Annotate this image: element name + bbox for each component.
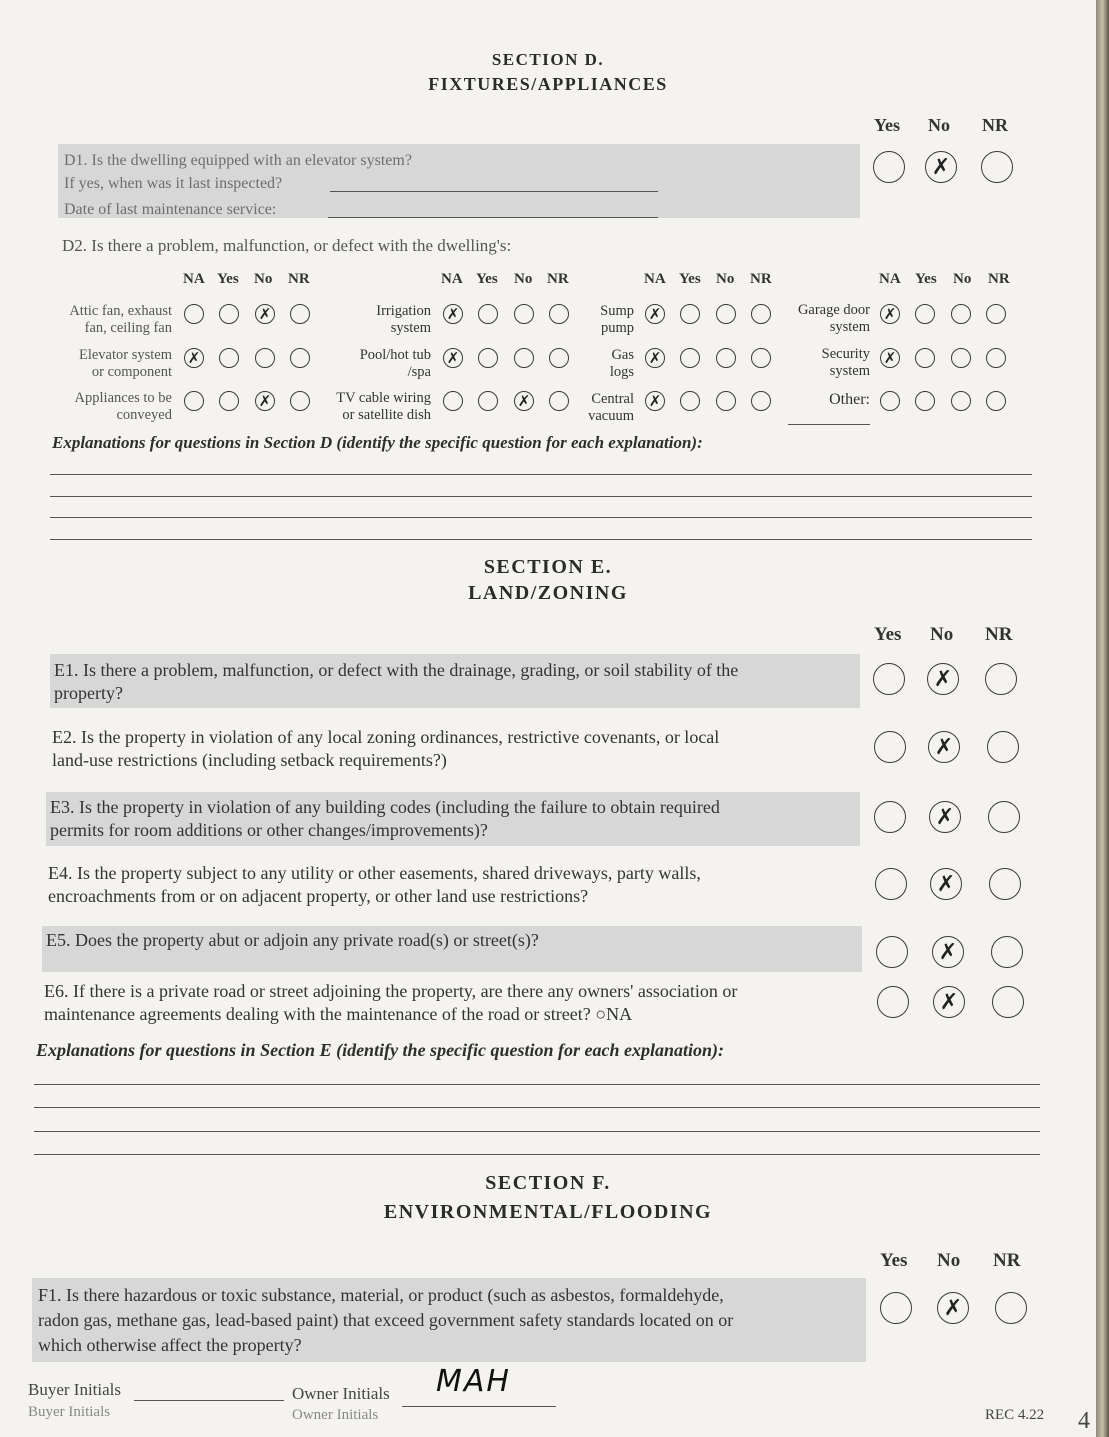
- d2-item-3-yes-radio[interactable]: [915, 304, 935, 324]
- e-header-nr: NR: [985, 624, 1013, 645]
- page-number: 4: [1078, 1408, 1090, 1434]
- d2-item-7-nr-radio[interactable]: [986, 348, 1006, 368]
- d2-g3-na: NA: [644, 271, 666, 287]
- e5-question: E5. Does the property abut or adjoin any private road(s) or street(s)?: [46, 930, 539, 950]
- d2-item-2-no-radio[interactable]: [716, 304, 736, 324]
- e3-nr-radio[interactable]: [988, 801, 1020, 833]
- d1-nr-radio[interactable]: [981, 151, 1013, 183]
- d2-item-2-yes-radio[interactable]: [680, 304, 700, 324]
- e4-no-radio[interactable]: [930, 868, 962, 900]
- section-e-explanations-label: Explanations for questions in Section E (identify the specific question for each explanation):: [36, 1040, 725, 1060]
- owner-initials-label-copy: Owner Initials: [292, 1407, 379, 1423]
- d2-item-attic-fan-label: Attic fan, exhaust fan, ceiling fan: [69, 303, 172, 336]
- d1-yes-radio[interactable]: [873, 151, 905, 183]
- checked-x-icon: ✗: [938, 939, 958, 965]
- d2-item-11-nr-radio[interactable]: [986, 391, 1006, 411]
- f1-nr-radio[interactable]: [995, 1292, 1027, 1324]
- d2-item-0-nr-radio[interactable]: [290, 304, 310, 324]
- d2-item-irrigation-label: Irrigation system: [376, 303, 431, 336]
- f-header-nr: NR: [993, 1250, 1021, 1271]
- checked-x-icon: ✗: [517, 392, 531, 410]
- e3-yes-radio[interactable]: [874, 801, 906, 833]
- d1-inspected-line[interactable]: [330, 191, 658, 192]
- d1-maintenance-label: Date of last maintenance service:: [64, 201, 277, 218]
- d2-g3-yes: Yes: [679, 271, 701, 287]
- e3-no-radio[interactable]: [929, 801, 961, 833]
- d2-item-garage-door-label: Garage door system: [797, 302, 870, 335]
- d2-item-appliances-label: Appliances to be conveyed: [74, 390, 172, 423]
- d2-item-5-na-radio[interactable]: [443, 348, 463, 368]
- d1-no-radio[interactable]: [925, 151, 957, 183]
- d2-item-10-yes-radio[interactable]: [680, 391, 700, 411]
- e-expl-line[interactable]: [34, 1084, 1040, 1085]
- e2-no-radio[interactable]: [928, 731, 960, 763]
- d2-g3-no: No: [716, 271, 735, 287]
- checked-x-icon: ✗: [931, 154, 951, 180]
- f-header-yes: Yes: [880, 1250, 908, 1271]
- form-code: REC 4.22: [985, 1407, 1045, 1423]
- d2-item-gas-logs-label: Gas logs: [609, 347, 634, 380]
- d-expl-line[interactable]: [50, 496, 1032, 497]
- checked-x-icon: ✗: [648, 349, 662, 367]
- d-expl-line[interactable]: [50, 517, 1032, 518]
- checked-x-icon: ✗: [933, 666, 953, 692]
- owner-initials-line[interactable]: [402, 1406, 556, 1407]
- d2-item-4-yes-radio[interactable]: [219, 348, 239, 368]
- d-expl-line[interactable]: [50, 539, 1032, 540]
- d2-item-7-na-radio[interactable]: [880, 348, 900, 368]
- checked-x-icon: ✗: [648, 305, 662, 323]
- f-header-no: No: [937, 1250, 961, 1271]
- d1-maintenance-line[interactable]: [328, 217, 658, 218]
- e4-question: E4. Is the property subject to any utility or other easements, shared driveways, party walls, encroachments from or on adjacent property, or other land use restrictions?: [48, 863, 701, 906]
- d2-item-8-no-radio[interactable]: [255, 391, 275, 411]
- d2-item-5-no-radio[interactable]: [514, 348, 534, 368]
- buyer-initials-label-copy: Buyer Initials: [28, 1404, 111, 1420]
- d2-item-9-na-radio[interactable]: [443, 391, 463, 411]
- d2-item-4-na-radio[interactable]: [184, 348, 204, 368]
- d2-item-elevator-label: Elevator system or component: [78, 347, 172, 380]
- section-e-subtitle: LAND/ZONING: [468, 582, 628, 604]
- d2-item-10-nr-radio[interactable]: [751, 391, 771, 411]
- checked-x-icon: ✗: [446, 305, 460, 323]
- checked-x-icon: ✗: [935, 804, 955, 830]
- d2-item-2-nr-radio[interactable]: [751, 304, 771, 324]
- d2-item-8-na-radio[interactable]: [184, 391, 204, 411]
- d2-g3-nr: NR: [750, 271, 772, 287]
- d2-g1-no: No: [254, 271, 273, 287]
- d2-item-pool-label: Pool/hot tub /spa: [359, 347, 431, 380]
- d2-item-0-yes-radio[interactable]: [219, 304, 239, 324]
- d2-g4-nr: NR: [988, 271, 1010, 287]
- d2-item-3-nr-radio[interactable]: [986, 304, 1006, 324]
- buyer-initials-label: Buyer Initials: [28, 1380, 122, 1399]
- f1-yes-radio[interactable]: [880, 1292, 912, 1324]
- e1-nr-radio[interactable]: [985, 663, 1017, 695]
- checked-x-icon: ✗: [883, 305, 897, 323]
- d2-other-line[interactable]: [788, 424, 870, 425]
- d2-item-tv-cable-label: TV cable wiring or satellite dish: [336, 390, 431, 423]
- d2-item-11-na-radio[interactable]: [880, 391, 900, 411]
- e2-yes-radio[interactable]: [874, 731, 906, 763]
- checked-x-icon: ✗: [943, 1295, 963, 1321]
- e4-nr-radio[interactable]: [989, 868, 1021, 900]
- checked-x-icon: ✗: [936, 871, 956, 897]
- d2-item-6-nr-radio[interactable]: [751, 348, 771, 368]
- checked-x-icon: ✗: [258, 392, 272, 410]
- checked-x-icon: ✗: [883, 349, 897, 367]
- d2-g2-nr: NR: [547, 271, 569, 287]
- d2-question: D2. Is there a problem, malfunction, or defect with the dwelling's:: [62, 236, 512, 255]
- f1-no-radio[interactable]: [937, 1292, 969, 1324]
- e-expl-line[interactable]: [34, 1154, 1040, 1155]
- page-edge: [1096, 0, 1109, 1437]
- e2-nr-radio[interactable]: [987, 731, 1019, 763]
- e-header-no: No: [930, 624, 954, 645]
- section-d-title: SECTION D.: [491, 50, 605, 69]
- checked-x-icon: ✗: [187, 349, 201, 367]
- d2-item-security-label: Security system: [821, 346, 870, 379]
- d2-item-10-no-radio[interactable]: [716, 391, 736, 411]
- e1-question: E1. Is there a problem, malfunction, or defect with the drainage, grading, or soil stability of the property?: [54, 660, 739, 703]
- d2-item-0-no-radio[interactable]: [255, 304, 275, 324]
- d2-g1-nr: NR: [288, 271, 310, 287]
- d-header-no: No: [928, 115, 950, 135]
- d2-item-8-nr-radio[interactable]: [290, 391, 310, 411]
- e-expl-line[interactable]: [34, 1107, 1040, 1108]
- buyer-initials-line[interactable]: [134, 1400, 284, 1401]
- d2-item-8-yes-radio[interactable]: [219, 391, 239, 411]
- checked-x-icon: ✗: [258, 305, 272, 323]
- section-e-title: SECTION E.: [483, 556, 613, 578]
- e6-yes-radio[interactable]: [877, 986, 909, 1018]
- d1-question: D1. Is the dwelling equipped with an elevator system?: [64, 152, 412, 169]
- checked-x-icon: ✗: [446, 349, 460, 367]
- checked-x-icon: ✗: [648, 392, 662, 410]
- d2-item-9-nr-radio[interactable]: [549, 391, 569, 411]
- owner-initials-label: Owner Initials: [292, 1384, 390, 1403]
- e-expl-line[interactable]: [34, 1131, 1040, 1132]
- d2-item-1-na-radio[interactable]: [443, 304, 463, 324]
- d1-inspected-label: If yes, when was it last inspected?: [64, 175, 283, 192]
- e-header-yes: Yes: [874, 624, 902, 645]
- e5-no-radio[interactable]: [932, 936, 964, 968]
- f1-question: F1. Is there hazardous or toxic substance, material, or product (such as asbestos, formaldehyde, radon gas, methane gas, lead-based paint) that exceed government safety standards located on or which otherwise affect the property?: [38, 1285, 734, 1355]
- d2-g4-yes: Yes: [915, 271, 937, 287]
- e6-nr-radio[interactable]: [992, 986, 1024, 1018]
- e3-question: E3. Is the property in violation of any building codes (including the failure to obtain required permits for room additions or other changes/improvements)?: [50, 797, 720, 840]
- d2-item-11-yes-radio[interactable]: [915, 391, 935, 411]
- d2-item-4-no-radio[interactable]: [255, 348, 275, 368]
- d2-item-5-nr-radio[interactable]: [549, 348, 569, 368]
- section-f-subtitle: ENVIRONMENTAL/FLOODING: [383, 1201, 713, 1223]
- section-f-title: SECTION F.: [485, 1172, 611, 1194]
- e6-no-radio[interactable]: [933, 986, 965, 1018]
- d2-item-1-no-radio[interactable]: [514, 304, 534, 324]
- d2-item-7-yes-radio[interactable]: [915, 348, 935, 368]
- section-d-subtitle: FIXTURES/APPLIANCES: [428, 74, 668, 94]
- d2-item-0-na-radio[interactable]: [184, 304, 204, 324]
- d2-item-sump-pump-label: Sump pump: [600, 303, 634, 336]
- d2-item-1-yes-radio[interactable]: [478, 304, 498, 324]
- d2-item-9-yes-radio[interactable]: [478, 391, 498, 411]
- d-expl-line[interactable]: [50, 474, 1032, 475]
- owner-signature: MAH: [436, 1364, 511, 1399]
- d2-item-6-na-radio[interactable]: [645, 348, 665, 368]
- e1-yes-radio[interactable]: [873, 663, 905, 695]
- e6-question: E6. If there is a private road or street adjoining the property, are there any owners' association or maintenance agreements dealing with the maintenance of the road or street? ○NA: [44, 981, 738, 1024]
- d2-item-7-no-radio[interactable]: [951, 348, 971, 368]
- d2-g4-na: NA: [879, 271, 901, 287]
- d2-item-5-yes-radio[interactable]: [478, 348, 498, 368]
- d2-item-1-nr-radio[interactable]: [549, 304, 569, 324]
- d2-g2-na: NA: [441, 271, 463, 287]
- e4-yes-radio[interactable]: [875, 868, 907, 900]
- d-header-nr: NR: [982, 115, 1008, 135]
- d2-item-2-na-radio[interactable]: [645, 304, 665, 324]
- checked-x-icon: ✗: [939, 989, 959, 1015]
- e5-nr-radio[interactable]: [991, 936, 1023, 968]
- d2-item-4-nr-radio[interactable]: [290, 348, 310, 368]
- d2-item-11-no-radio[interactable]: [951, 391, 971, 411]
- d2-g1-yes: Yes: [217, 271, 239, 287]
- d2-item-6-yes-radio[interactable]: [680, 348, 700, 368]
- d2-item-10-na-radio[interactable]: [645, 391, 665, 411]
- d2-item-6-no-radio[interactable]: [716, 348, 736, 368]
- d2-item-9-no-radio[interactable]: [514, 391, 534, 411]
- e1-no-radio[interactable]: [927, 663, 959, 695]
- d-header-yes: Yes: [874, 115, 900, 135]
- d2-g2-yes: Yes: [476, 271, 498, 287]
- e5-yes-radio[interactable]: [876, 936, 908, 968]
- checked-x-icon: ✗: [934, 734, 954, 760]
- section-d-explanations-label: Explanations for questions in Section D (identify the specific question for each explanation):: [52, 433, 703, 452]
- d2-item-3-no-radio[interactable]: [951, 304, 971, 324]
- d2-item-3-na-radio[interactable]: [880, 304, 900, 324]
- e2-question: E2. Is the property in violation of any local zoning ordinances, restrictive covenants, or local land-use restrictions (including setback requirements?): [52, 727, 720, 770]
- d2-item-central-vacuum-label: Central vacuum: [588, 391, 634, 424]
- d2-g2-no: No: [514, 271, 533, 287]
- d2-item-other-label: Other:: [829, 391, 870, 408]
- d2-g1-na: NA: [183, 271, 205, 287]
- d2-g4-no: No: [953, 271, 972, 287]
